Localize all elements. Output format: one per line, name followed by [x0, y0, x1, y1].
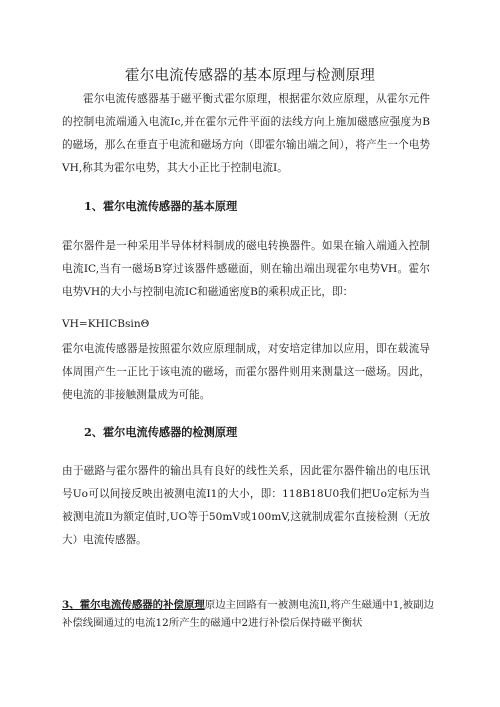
intro-paragraph: 霍尔电流传感器基于磁平衡式霍尔原理，根据霍尔效应原理，从霍尔元件的控制电流端通入电流Ic,并在霍尔元件平面的法线方向上施加磁感应强度为B的磁场，那么在垂直于电流和磁场方向（即霍尔输出端之间），将产生一个电势VH,称其为霍尔电势，其大小正比于控制电流I。 — [62, 93, 430, 174]
section-3-text: 原边主回路有一被测电流Il,将产生磁通中1,被副边补偿线圈通过的电流12所产生的磁通中2进行补偿后保持磁平衡状 — [62, 599, 434, 629]
section-1-paragraph-1: 霍尔器件是一种采用半导体材料制成的磁电转换器件。如果在输入端通入控制电流IC,当有一磁场B穿过该器件感磁面，则在输出端出现霍尔电势VH。霍尔电势VH的大小与控制电流IC和磁通密度B的乘积成正比，即： — [62, 240, 430, 298]
section-1-heading: 1、霍尔电流传感器的基本原理 — [84, 199, 238, 213]
formula: VH=KHICBsinΘ — [62, 318, 150, 330]
section-1-paragraph-2: 霍尔电流传感器是按照霍尔效应原理制成，对安培定律加以应用，即在载流导体周围产生一正比于该电流的磁场，而霍尔器件则用来测量这一磁场。因此，使电流的非接触测量成为可能。 — [62, 343, 430, 401]
section-2-paragraph: 由于磁路与霍尔器件的输出具有良好的线性关系，因此霍尔器件输出的电压讯号Uo可以间接反映出被测电流I1的大小，即：118B18U0我们把Uo定标为当被测电流Il为额定值时,UO等于50mV或100mV,这就制成霍尔直接检测（无放大）电流传感器。 — [62, 465, 430, 546]
section-2-heading: 2、霍尔电流传感器的检测原理 — [84, 425, 238, 439]
section-3-paragraph — [62, 596, 434, 632]
section-3-heading: 3、霍尔电流传感器的补偿原理 — [62, 599, 205, 611]
document-title: 霍尔电流传感器的基本原理与检测原理 — [125, 68, 375, 84]
